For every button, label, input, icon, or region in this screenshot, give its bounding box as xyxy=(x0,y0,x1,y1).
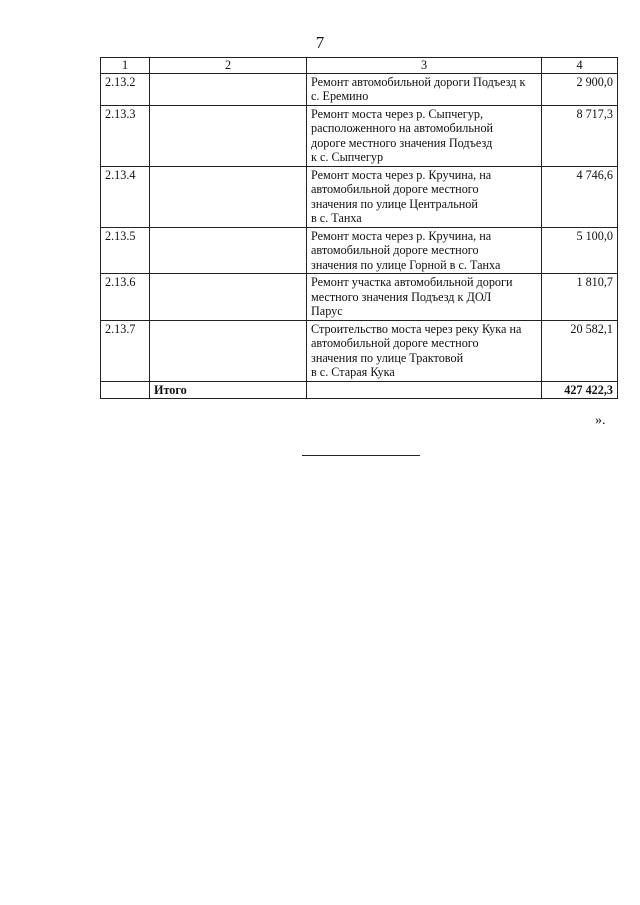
row-description xyxy=(307,274,542,321)
description-line: значения по улице Трактовой xyxy=(311,350,464,365)
row-number: 2.13.4 xyxy=(101,166,150,227)
table-body xyxy=(101,73,618,381)
row-amount: 2 900,0 xyxy=(542,73,618,105)
row-number: 2.13.6 xyxy=(101,274,150,321)
table-row xyxy=(101,274,618,321)
description-line: автомобильной дороге местного xyxy=(311,243,479,257)
closing-quote: ». xyxy=(595,413,606,428)
column-header-1: 1 xyxy=(101,58,150,74)
description-line: в с. Танха xyxy=(311,211,362,225)
description-line: с. Еремино xyxy=(311,89,369,103)
row-number: 2.13.3 xyxy=(101,105,150,166)
total-row xyxy=(101,381,618,399)
total-desc-cell xyxy=(307,381,542,399)
row-name xyxy=(150,320,307,381)
row-description xyxy=(307,73,542,105)
description-line: Ремонт моста через р. Кручина, на xyxy=(311,228,492,243)
description-line: местного значения Подъезд к ДОЛ xyxy=(311,289,492,304)
table-row xyxy=(101,320,618,381)
row-amount: 5 100,0 xyxy=(542,227,618,274)
row-description xyxy=(307,105,542,166)
description-line: значения по улице Горной в с. Танха xyxy=(311,257,501,272)
table-row xyxy=(101,227,618,274)
table-header xyxy=(101,58,618,74)
row-name xyxy=(150,166,307,227)
column-header-2: 2 xyxy=(150,58,307,74)
total-amount: 427 422,3 xyxy=(542,381,618,399)
description-line: дороге местного значения Подъезд xyxy=(311,135,493,150)
table-row xyxy=(101,105,618,166)
row-number: 2.13.5 xyxy=(101,227,150,274)
description-line: Ремонт участка автомобильной дороги xyxy=(311,275,513,289)
description-line: расположенного на автомобильной xyxy=(311,121,494,135)
row-amount: 1 810,7 xyxy=(542,274,618,321)
row-number: 2.13.2 xyxy=(101,73,150,105)
row-name xyxy=(150,227,307,274)
description-line: Строительство моста через реку Кука на xyxy=(311,321,522,336)
row-description xyxy=(307,320,542,381)
description-line: автомобильной дороге местного xyxy=(311,336,479,350)
row-name xyxy=(150,105,307,166)
page-number: 7 xyxy=(315,33,325,52)
description-line: Ремонт моста через р. Сыпчегур, xyxy=(311,106,484,121)
budget-table xyxy=(100,57,618,399)
total-num-cell xyxy=(101,381,150,399)
row-description xyxy=(307,227,542,274)
row-name xyxy=(150,274,307,321)
row-number: 2.13.7 xyxy=(101,320,150,381)
column-header-4: 4 xyxy=(542,58,618,74)
description-line: в с. Старая Кука xyxy=(311,365,395,379)
row-amount: 20 582,1 xyxy=(542,320,618,381)
row-amount: 4 746,6 xyxy=(542,166,618,227)
column-header-3: 3 xyxy=(307,58,542,74)
row-name xyxy=(150,73,307,105)
description-line: к с. Сыпчегур xyxy=(311,150,384,164)
total-label: Итого xyxy=(150,381,307,399)
separator-line xyxy=(302,455,420,456)
description-line: Ремонт автомобильной дороги Подъезд к xyxy=(311,74,526,89)
description-line: Ремонт моста через р. Кручина, на xyxy=(311,167,492,182)
row-amount: 8 717,3 xyxy=(542,105,618,166)
description-line: автомобильной дороге местного xyxy=(311,182,479,196)
description-line: значения по улице Центральной xyxy=(311,196,478,211)
table-row xyxy=(101,166,618,227)
description-line: Парус xyxy=(311,304,343,318)
row-description xyxy=(307,166,542,227)
table-row xyxy=(101,73,618,105)
